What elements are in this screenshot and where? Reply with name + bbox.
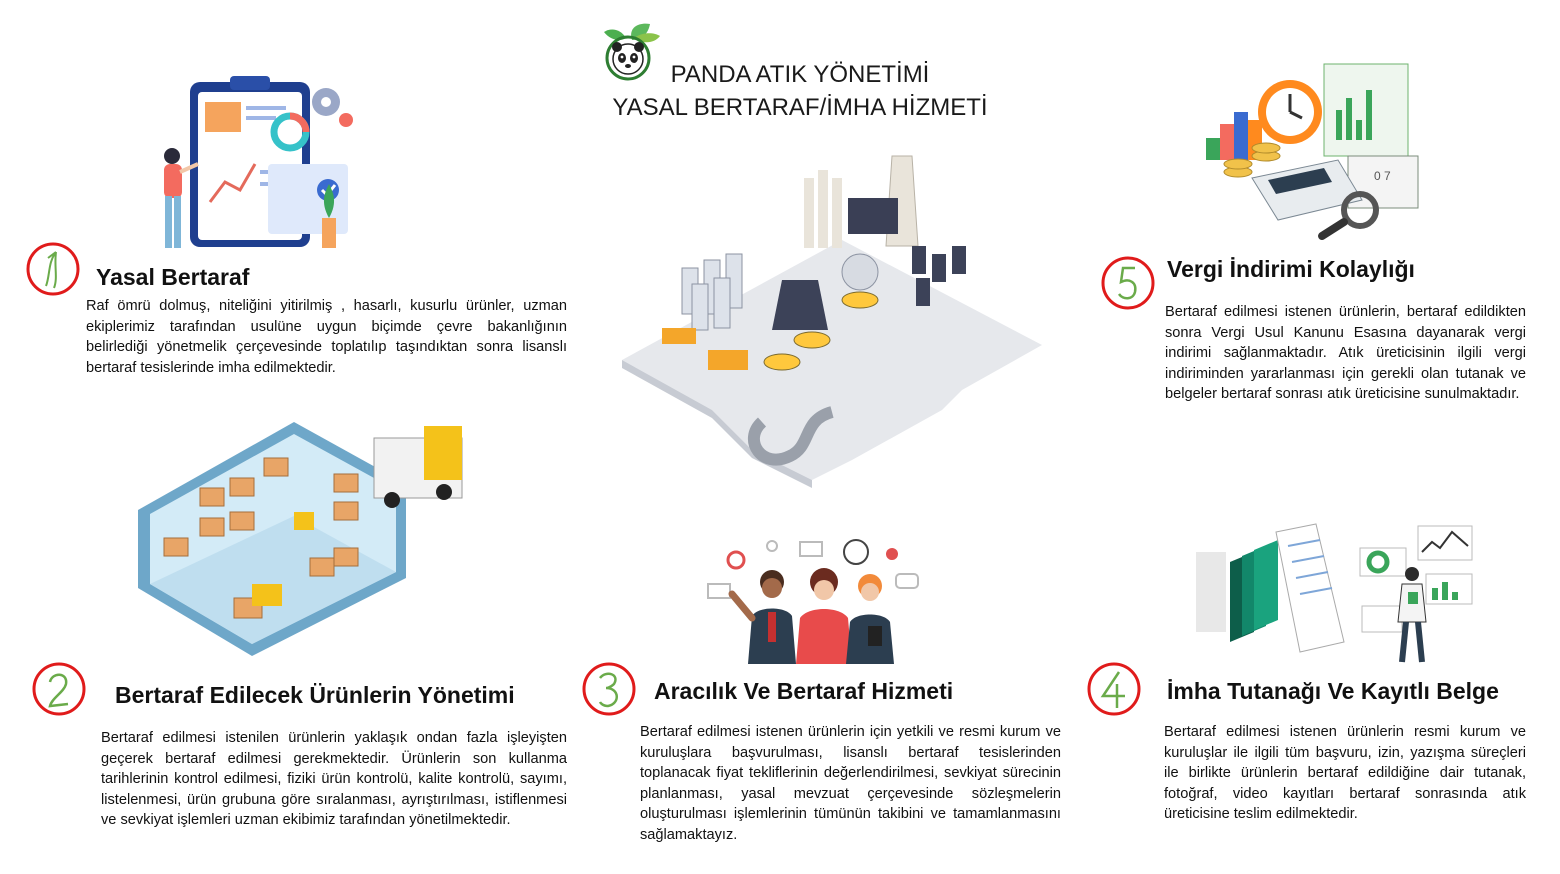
section-5-title: Vergi İndirimi Kolaylığı — [1167, 256, 1415, 282]
calendar-label: 0 7 — [1374, 169, 1391, 183]
section-2-title: Bertaraf Edilecek Ürünlerin Yönetimi — [115, 682, 515, 708]
title-line-2: YASAL BERTARAF/İMHA HİZMETİ — [612, 94, 988, 121]
title-line-1: PANDA ATIK YÖNETİMİ — [670, 61, 930, 88]
section-3-text: Bertaraf edilmesi istenen ürünlerin için yetkili ve resmi kurum ve kuruluşlara başvurulması, lisanslı bertaraf tesislerinden toplanacak fiyat tekliflerinin değerlendirilmesi, sevkiyat sürecinin planlanması, yasal mevzuat çerçevesinde sözleşmelerin oluşturulması işlemlerinin tümünün takibini ve tamamlanmasını sağlamaktayız. — [640, 724, 1061, 843]
section-4-title: İmha Tutanağı Ve Kayıtlı Belge — [1167, 678, 1499, 704]
section-5-number-badge — [1099, 254, 1157, 312]
section-5-text: Bertaraf edilmesi istenen ürünlerin, bertaraf edildikten sonra Vergi Usul Kanunu Esasına dayanarak vergi indirimi sağlanmaktadır. Atık üreticisinin ilgili vergi indiriminden yararlanması için gerekli olan tutanak ve belgeler bertaraf sonrası atık üreticisine sunulmaktadır. — [1165, 304, 1526, 403]
section-3-title: Aracılık Ve Bertaraf Hizmeti — [654, 678, 954, 704]
section-1-title: Yasal Bertaraf — [96, 264, 250, 290]
page-title — [560, 58, 1040, 124]
section-2-number-badge — [30, 660, 88, 718]
warehouse-illustration — [134, 418, 466, 658]
finance-illustration — [1198, 60, 1420, 245]
section-4-text: Bertaraf edilmesi istenen ürünlerin resmi kurum ve kuruluşlar ile ilgili tüm başvuru, izin, yazışma süreçleri ile birlikte ürünlerin bertaraf edildiğine dair tutanak, fotoğraf, video kayıtları bertaraf sonrasında atık üreticisine teslim edilmektedir. — [1164, 724, 1526, 823]
documents-illustration — [1196, 522, 1476, 668]
section-3-number-badge — [580, 660, 638, 718]
checklist-illustration — [150, 72, 360, 257]
section-2-text: Bertaraf edilmesi istenilen ürünlerin yaklaşık ondan fazla işleyişten geçerek bertaraf edilmesi gerekmektedir. Ürünlerin son kullanma tarihlerinin kontrol edilmesi, fiziki ürün kontrolü, kalite kontrolü, sayımı, listelenmesi, ürün grubuna göre sıralanması, ayrıştırılması, istiflenmesi ve sevkiyat işlemleri uzman ekibimiz tarafından yönetilmektedir. — [101, 730, 567, 829]
section-1-number-badge — [24, 240, 82, 298]
team-illustration — [700, 536, 932, 664]
section-4-number-badge — [1085, 660, 1143, 718]
section-1-text: Raf ömrü dolmuş, niteliğini yitirilmiş , hasarlı, kusurlu ürünler, uzman ekiplerimiz tarafından usulüne uygun biçimde çevre bakanlığının belirlediği yönetmelik çerçevesinde toplatılıp taşındıktan sonra lisanslı bertaraf tesislerinde imha edilmektedir. — [86, 298, 567, 376]
factory-illustration — [612, 150, 1052, 500]
